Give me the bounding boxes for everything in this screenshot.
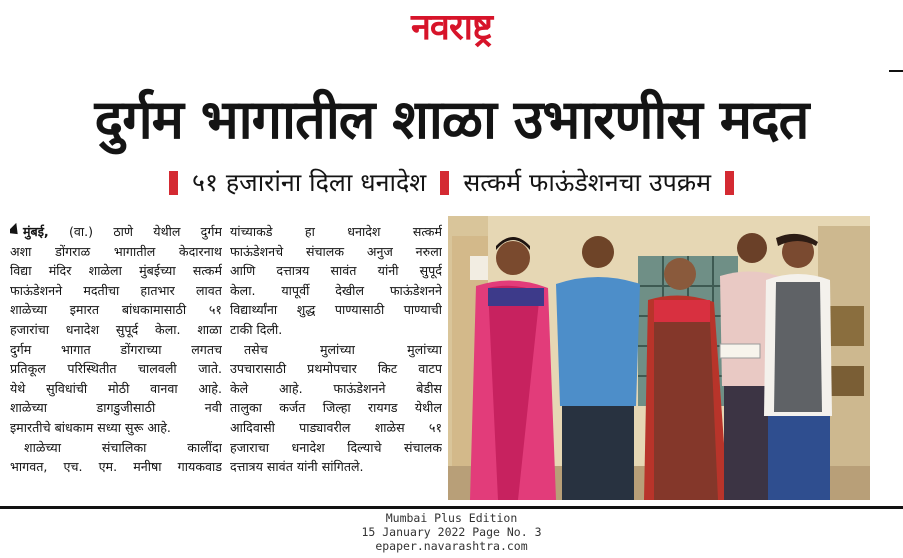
subhead-bar-left (169, 171, 178, 195)
article-line: टाकी दिली. (230, 321, 283, 337)
article-line: प्रतिकूल परिस्थितीत चालवली जाते. (10, 361, 222, 377)
article-line: उपचारासाठी प्रथमोपचार किट वाटप (230, 361, 442, 377)
article-line: तालुका कर्जत जिल्हा रायगड येथील (230, 400, 442, 416)
footer-rule (0, 506, 903, 509)
corner-rule (889, 70, 903, 72)
dateline-arrow-icon (10, 223, 23, 239)
article-line: केले आहे. फाऊंडेशनने बेडीस (230, 380, 442, 396)
article-line: आणि दत्तात्रय सावंत यांनी सुपूर्द (230, 263, 442, 279)
article-line: अशा डोंगराळ भागातील केदारनाथ (10, 243, 222, 259)
article-line (10, 222, 222, 242)
article-subheadline (0, 165, 903, 201)
article-line: हजारांचा धनादेश सुपूर्द केला. शाळा (10, 321, 222, 337)
footer-edition: Mumbai Plus Edition (385, 511, 518, 525)
article-line: दुर्गम भागात डोंगराच्या लगतच (10, 341, 222, 357)
footer-date-page: 15 January 2022 Page No. 3 (361, 525, 542, 539)
article-column-1 (10, 222, 222, 477)
article-line: केला. यापूर्वी देखील फाऊंडेशनने (230, 282, 442, 298)
masthead-logo: नवराष्ट्र (410, 7, 493, 48)
article-line: शाळेच्या संचालिका कालींदा (24, 439, 222, 455)
article-line: भागवत, एच. एम. मनीषा गायकवाड (10, 459, 222, 475)
article-line-text: ठाणे येथील दुर्गम (113, 224, 222, 239)
subhead-right-text: सत्कर्म फाऊंडेशनचा उपक्रम (463, 168, 712, 197)
dateline-city: मुंबई, (23, 224, 49, 239)
article-line: शाळेच्या डागडुजीसाठी नवी (10, 400, 222, 416)
article-column-2 (230, 222, 442, 477)
article-line: येथे सुविधांची मोठी वानवा आहे. (10, 380, 222, 396)
subhead-bar-right (725, 171, 734, 195)
article-line: विद्या मंदिर शाळेला मुंबईच्या सत्कर्म (10, 263, 222, 279)
article-line: यांच्याकडे हा धनादेश सत्कर्म (230, 224, 442, 239)
article-photo (448, 216, 870, 500)
photo-illustration (448, 216, 870, 500)
article-line: फाऊंडेशनचे संचालक अनुज नरुला (230, 243, 442, 259)
dateline-agency: (वा.) (68, 224, 94, 239)
subhead-left-text: ५१ हजारांना दिला धनादेश (191, 168, 427, 197)
footer (0, 511, 903, 553)
article-line: फाऊंडेशनने मदतीचा हातभार लावत (10, 282, 222, 298)
article-line: दत्तात्रय सावंत यांनी सांगितले. (230, 459, 364, 475)
article-headline: दुर्गम भागातील शाळा उभारणीस मदत (94, 88, 809, 151)
footer-url: epaper.navarashtra.com (375, 539, 528, 553)
article-line: शाळेच्या इमारत बांधकामासाठी ५१ (10, 302, 222, 318)
article-line: इमारतीचे बांधकाम सध्या सुरू आहे. (10, 419, 171, 435)
article-line: हजाराचा धनादेश दिल्याचे संचालक (230, 439, 442, 455)
article-line: आदिवासी पाड्यावरील शाळेस ५१ (230, 419, 442, 435)
article-line: तसेच मुलांच्या मुलांच्या (244, 341, 442, 357)
article-line: विद्यार्थ्यांना शुद्ध पाण्यासाठी पाण्याची (230, 302, 442, 318)
subhead-bar-middle (440, 171, 449, 195)
